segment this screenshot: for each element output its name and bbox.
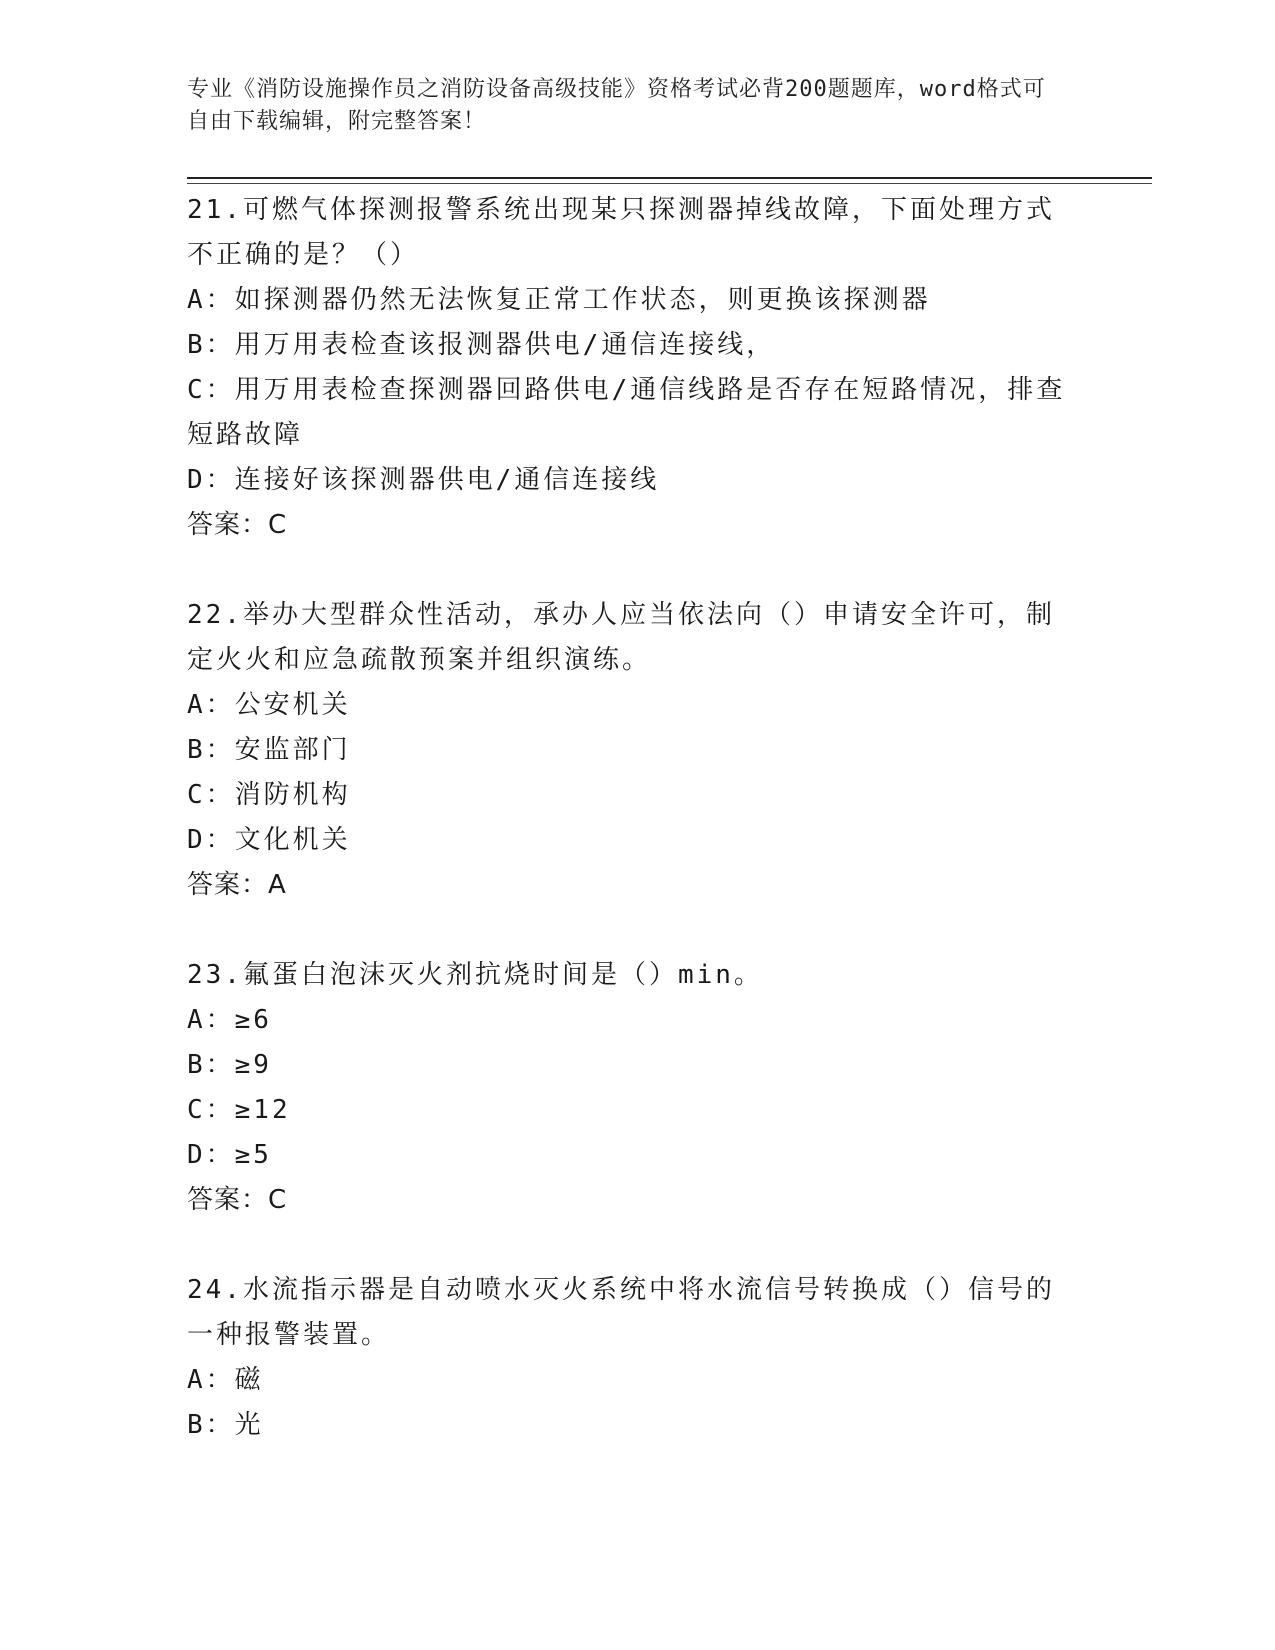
answer: 答案：C <box>187 1185 288 1215</box>
option-b: B：用万用表检查该报测器供电/通信连接线， <box>187 330 776 360</box>
question-text: 21.可燃气体探测报警系统出现某只探测器掉线故障，下面处理方式不正确的是？（） <box>187 195 1055 270</box>
answer: 答案：A <box>187 870 287 900</box>
option-b: B：≥9 <box>187 1050 272 1080</box>
question-24 <box>187 1268 1087 1448</box>
header-divider-thick <box>187 177 1152 179</box>
question-text: 23.氟蛋白泡沫灭火剂抗烧时间是（）min。 <box>187 960 763 990</box>
question-text: 22.举办大型群众性活动，承办人应当依法向（）申请安全许可，制定火火和应急疏散预案并组织演练。 <box>187 600 1055 675</box>
option-a: A：如探测器仍然无法恢复正常工作状态，则更换该探测器 <box>187 285 931 315</box>
option-a: A：磁 <box>187 1365 264 1395</box>
option-d: D：连接好该探测器供电/通信连接线 <box>187 465 660 495</box>
option-d: D：文化机关 <box>187 825 351 855</box>
option-a: A：≥6 <box>187 1005 272 1035</box>
question-21 <box>187 188 1087 548</box>
option-b: B：安监部门 <box>187 735 351 765</box>
option-c: C：≥12 <box>187 1095 291 1125</box>
question-text: 24.水流指示器是自动喷水灭火系统中将水流信号转换成（）信号的一种报警装置。 <box>187 1275 1055 1350</box>
option-c: C：用万用表检查探测器回路供电/通信线路是否存在短路情况，排查短路故障 <box>187 375 1066 450</box>
option-a: A：公安机关 <box>187 690 351 720</box>
answer: 答案：C <box>187 510 288 540</box>
question-22 <box>187 593 1087 908</box>
question-list <box>187 188 1087 1448</box>
question-23 <box>187 953 1087 1223</box>
document-header: 专业《消防设施操作员之消防设备高级技能》资格考试必背200题题库，word格式可自由下载编辑，附完整答案！ <box>187 77 1046 134</box>
option-d: D：≥5 <box>187 1140 272 1170</box>
option-b: B：光 <box>187 1410 264 1440</box>
header-divider-thin <box>187 183 1152 184</box>
option-c: C：消防机构 <box>187 780 351 810</box>
